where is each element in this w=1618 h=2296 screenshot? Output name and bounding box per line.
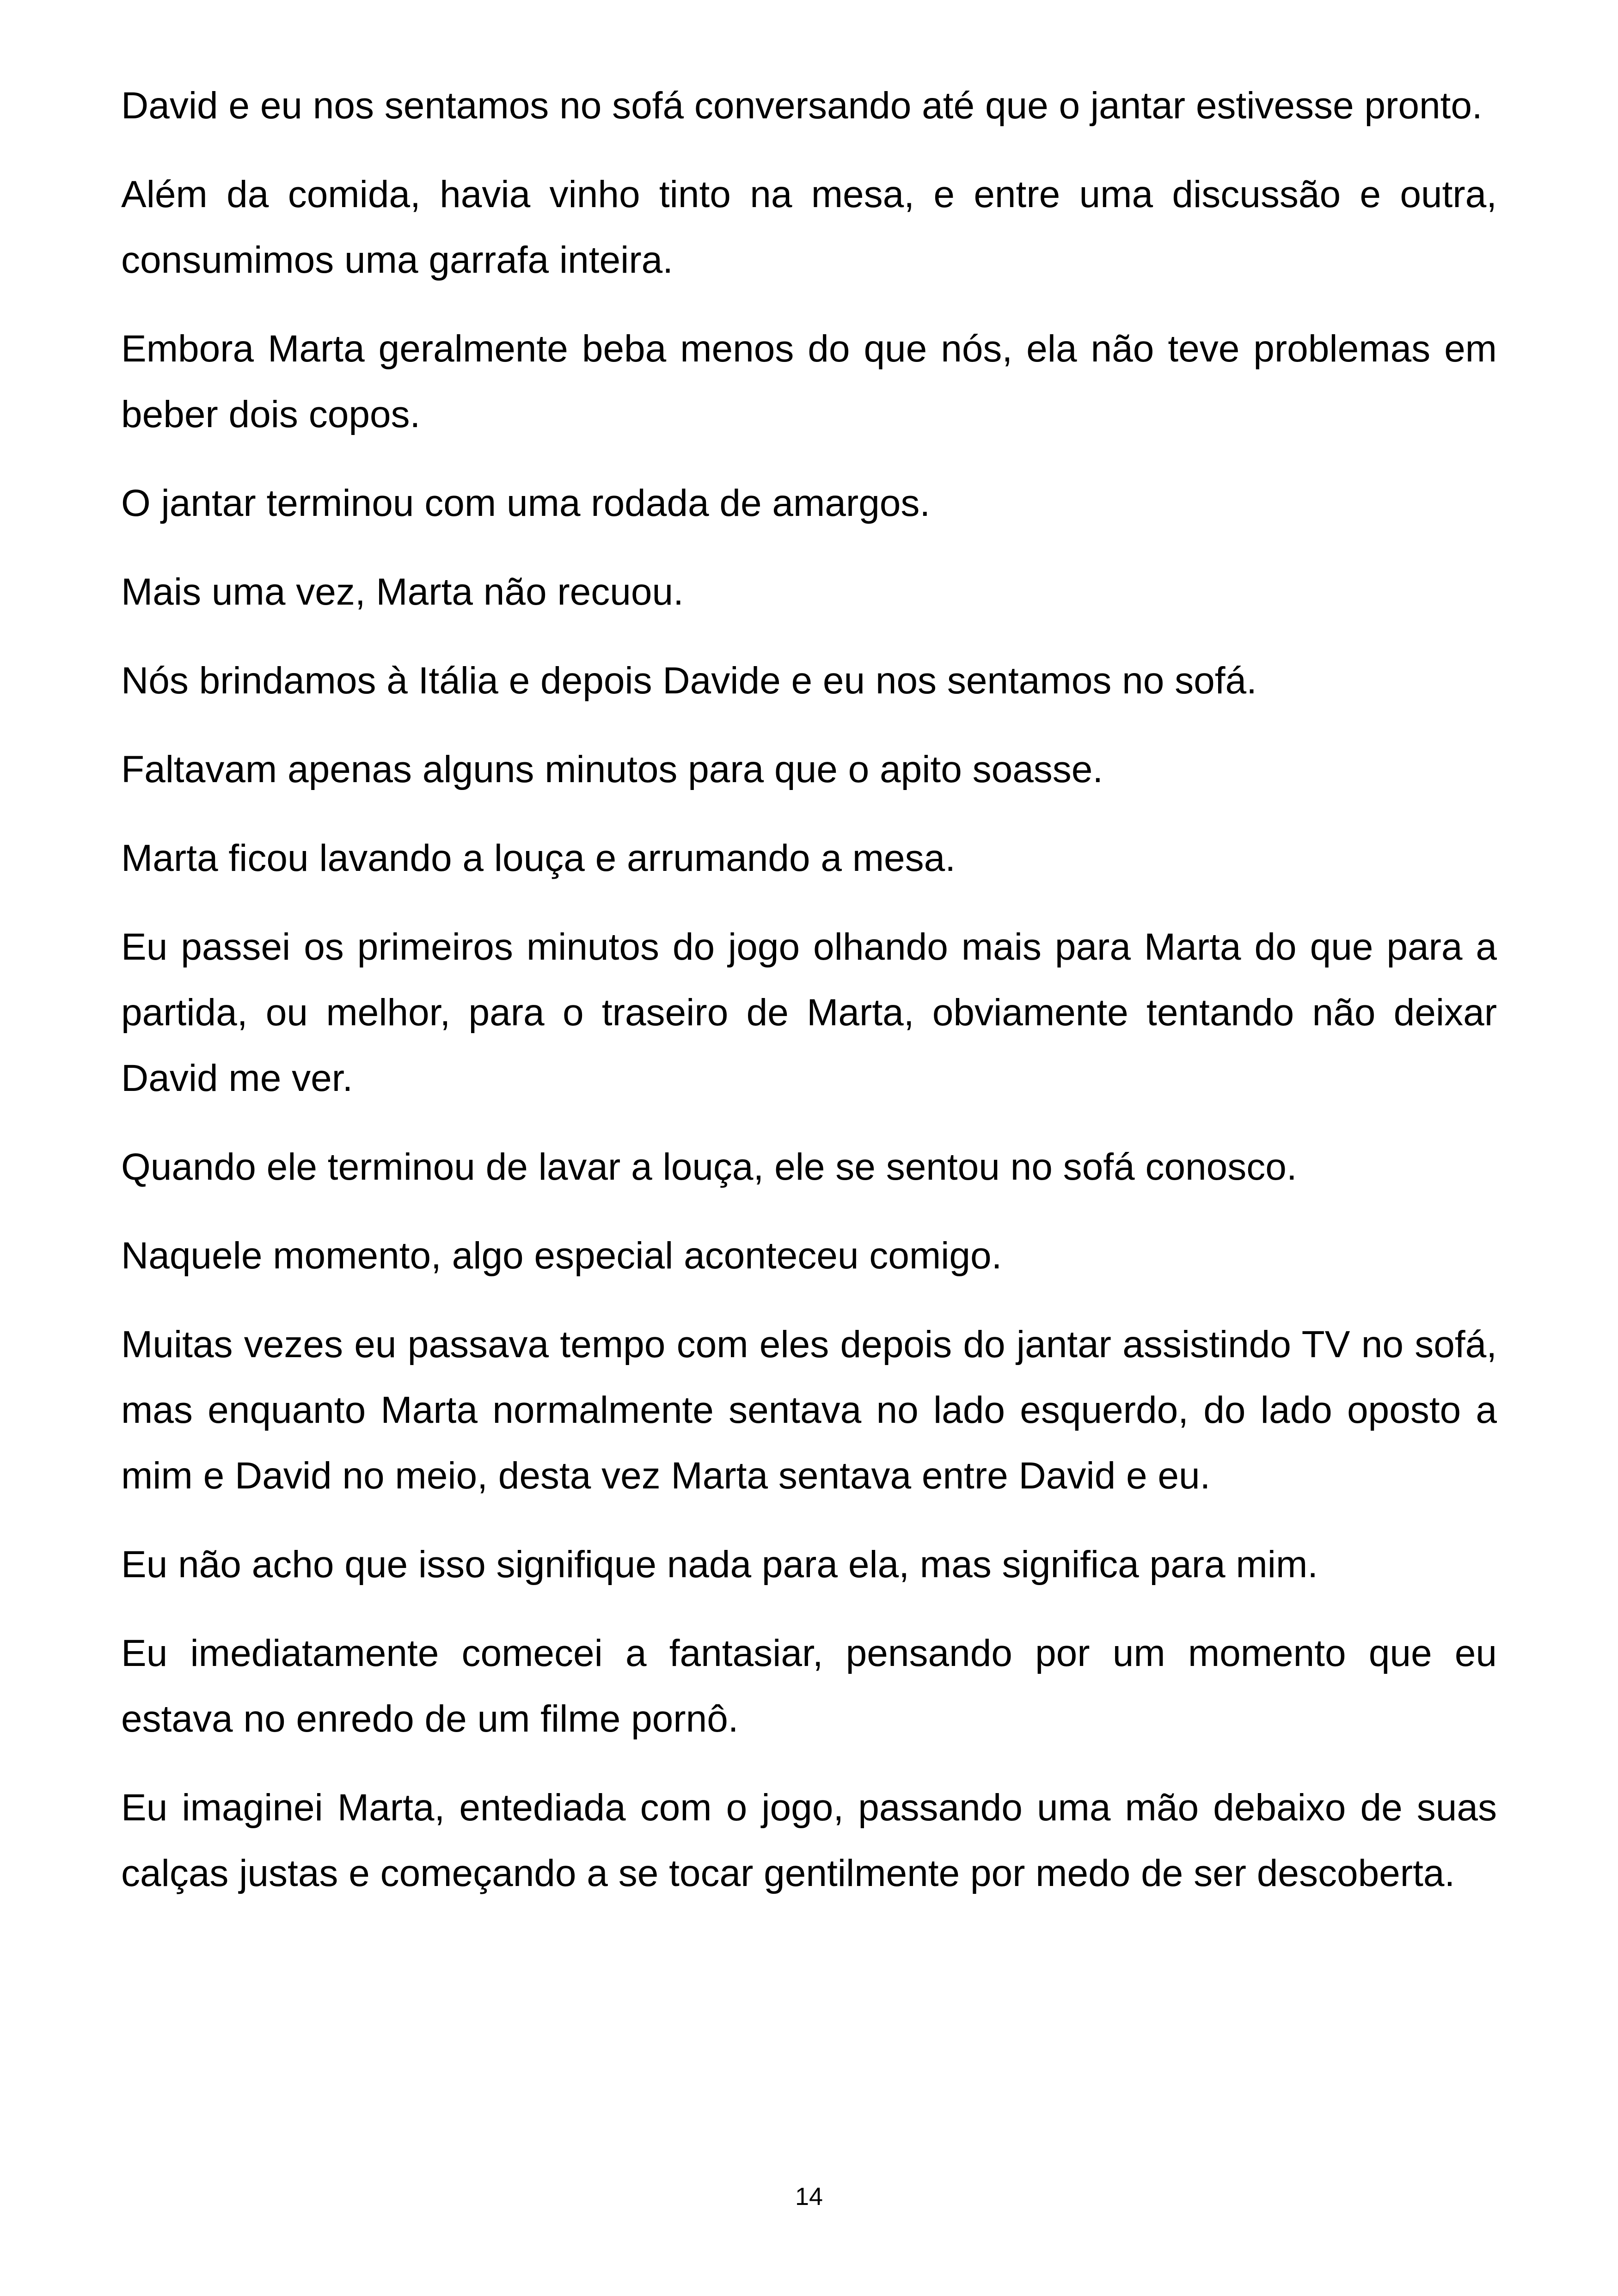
paragraph: Eu passei os primeiros minutos do jogo olhando mais para Marta do que para a partida, ou melhor, para o traseiro de Marta, obviamente tentando não deixar David me ver.	[121, 926, 1497, 1099]
paragraph: Naquele momento, algo especial aconteceu comigo.	[121, 1235, 1002, 1277]
paragraph: Nós brindamos à Itália e depois Davide e eu nos sentamos no sofá.	[121, 660, 1257, 702]
paragraph: David e eu nos sentamos no sofá conversando até que o jantar estivesse pronto.	[121, 85, 1483, 127]
body-text	[121, 73, 1497, 1929]
paragraph: Eu imediatamente comecei a fantasiar, pensando por um momento que eu estava no enredo de um filme pornô.	[121, 1632, 1497, 1740]
paragraph: Além da comida, havia vinho tinto na mesa, e entre uma discussão e outra, consumimos uma garrafa inteira.	[121, 173, 1497, 281]
paragraph: Eu não acho que isso signifique nada para ela, mas significa para mim.	[121, 1543, 1318, 1586]
paragraph: Mais uma vez, Marta não recuou.	[121, 571, 684, 613]
paragraph: Quando ele terminou de lavar a louça, ele se sentou no sofá conosco.	[121, 1146, 1297, 1188]
paragraph: Eu imaginei Marta, entediada com o jogo, passando uma mão debaixo de suas calças justas e começando a se tocar gentilmente por medo de ser descoberta.	[121, 1787, 1497, 1894]
paragraph: Muitas vezes eu passava tempo com eles depois do jantar assistindo TV no sofá, mas enquanto Marta normalmente sentava no lado esquerdo, do lado oposto a mim e David no meio, desta vez Marta sentava entre David e eu.	[121, 1323, 1497, 1497]
paragraph: O jantar terminou com uma rodada de amargos.	[121, 482, 931, 524]
paragraph: Embora Marta geralmente beba menos do que nós, ela não teve problemas em beber dois copos.	[121, 328, 1497, 435]
paragraph: Faltavam apenas alguns minutos para que o apito soasse.	[121, 748, 1103, 790]
page-number: 14	[795, 2183, 823, 2210]
paragraph: Marta ficou lavando a louça e arrumando a mesa.	[121, 837, 956, 879]
